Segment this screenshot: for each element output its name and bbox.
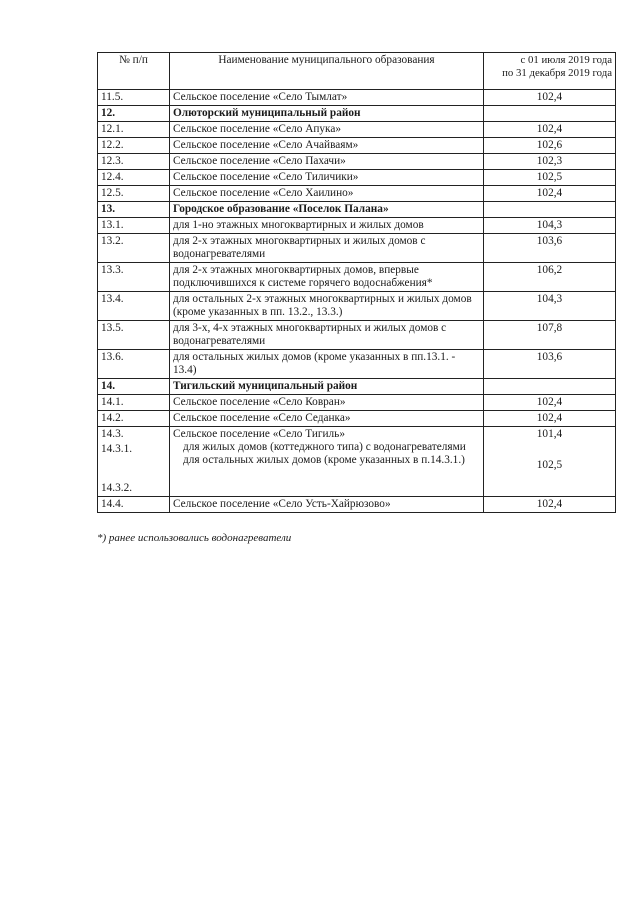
row-name: для остальных жилых домов (кроме указанных в пп.13.1. - 13.4) (170, 350, 484, 379)
row-name: Сельское поселение «Село Ачайваям» (170, 138, 484, 154)
row-name: Тигильский муниципальный район (170, 379, 484, 395)
row-value: 102,4 (484, 395, 616, 411)
table-row (98, 186, 616, 202)
row-value (484, 379, 616, 395)
col-header-value-line1: с 01 июля 2019 года (520, 54, 612, 66)
row-number: 13.4. (98, 292, 170, 321)
row-number: 14.3.1. (101, 443, 133, 455)
row-value: 104,3 (484, 218, 616, 234)
table-row (98, 395, 616, 411)
tariff-table (97, 52, 616, 513)
footnote: *) ранее использовались водонагреватели (97, 532, 292, 544)
table-row (98, 350, 616, 379)
table-row (98, 218, 616, 234)
col-header-number: № п/п (98, 53, 170, 90)
row-name: Сельское поселение «Село Усть-Хайрюзово» (170, 497, 484, 513)
row-name: Сельское поселение «Село Хаилино» (170, 186, 484, 202)
row-name: Олюторский муниципальный район (170, 106, 484, 122)
row-name: Сельское поселение «Село Пахачи» (170, 154, 484, 170)
row-number: 13.5. (98, 321, 170, 350)
row-number: 12. (98, 106, 170, 122)
row-value: 102,4 (484, 122, 616, 138)
table-row (98, 170, 616, 186)
row-number: 12.5. (98, 186, 170, 202)
row-number: 12.3. (98, 154, 170, 170)
row-value: 102,4 (484, 186, 616, 202)
row-name: Сельское поселение «Село Тиличики» (170, 170, 484, 186)
row-number: 12.4. (98, 170, 170, 186)
row-number-group (98, 427, 170, 497)
col-header-value-line2: по 31 декабря 2019 года (502, 67, 612, 79)
row-name: Сельское поселение «Село Тымлат» (170, 90, 484, 106)
row-number: 14.3.2. (101, 482, 133, 494)
table-row (98, 122, 616, 138)
row-number: 14.3. (101, 428, 124, 440)
table-row (98, 411, 616, 427)
table-row (98, 263, 616, 292)
row-number: 13.6. (98, 350, 170, 379)
row-name: Городское образование «Поселок Палана» (170, 202, 484, 218)
row-value: 102,5 (536, 459, 563, 471)
row-name-group (170, 427, 484, 497)
row-value: 102,3 (484, 154, 616, 170)
table-row-tigil (98, 427, 616, 497)
row-number: 13.3. (98, 263, 170, 292)
table-row (98, 90, 616, 106)
row-name: Сельское поселение «Село Седанка» (170, 411, 484, 427)
row-value: 104,3 (484, 292, 616, 321)
table-row (98, 138, 616, 154)
section-row (98, 202, 616, 218)
row-name: для жилых домов (коттеджного типа) с водонагревателями (183, 441, 466, 453)
row-value: 102,6 (484, 138, 616, 154)
row-value: 102,4 (484, 497, 616, 513)
table-row (98, 497, 616, 513)
col-header-name: Наименование муниципального образования (170, 53, 484, 90)
table-header-row (98, 53, 616, 90)
row-number: 13.1. (98, 218, 170, 234)
row-value: 103,6 (484, 350, 616, 379)
row-number: 14.1. (98, 395, 170, 411)
row-name: для 2-х этажных многоквартирных домов, впервые подключившихся к системе горячего водоснабжения* (170, 263, 484, 292)
row-name: Сельское поселение «Село Апука» (170, 122, 484, 138)
row-value: 106,2 (484, 263, 616, 292)
row-value (484, 202, 616, 218)
row-number: 14.4. (98, 497, 170, 513)
row-number: 12.1. (98, 122, 170, 138)
table-row (98, 234, 616, 263)
row-number: 13. (98, 202, 170, 218)
table-row (98, 292, 616, 321)
row-value: 102,4 (484, 90, 616, 106)
table-row (98, 321, 616, 350)
row-name: для остальных жилых домов (кроме указанных в п.14.3.1.) (183, 454, 465, 466)
row-number: 12.2. (98, 138, 170, 154)
row-name: для 2-х этажных многоквартирных и жилых домов с водонагревателями (170, 234, 484, 263)
row-number: 11.5. (98, 90, 170, 106)
section-row (98, 106, 616, 122)
section-row (98, 379, 616, 395)
row-name: для остальных 2-х этажных многоквартирных и жилых домов (кроме указанных в пп. 13.2., 13.3.) (170, 292, 484, 321)
row-value-group (484, 427, 616, 497)
row-value (484, 106, 616, 122)
table-row (98, 154, 616, 170)
row-name: для 1-но этажных многоквартирных и жилых домов (170, 218, 484, 234)
row-name: Сельское поселение «Село Ковран» (170, 395, 484, 411)
row-number: 13.2. (98, 234, 170, 263)
row-value: 101,4 (536, 428, 563, 440)
row-value: 102,4 (484, 411, 616, 427)
row-value: 102,5 (484, 170, 616, 186)
row-value: 103,6 (484, 234, 616, 263)
row-number: 14. (98, 379, 170, 395)
row-name: Сельское поселение «Село Тигиль» (173, 428, 345, 440)
row-value: 107,8 (484, 321, 616, 350)
col-header-value (484, 53, 616, 90)
row-number: 14.2. (98, 411, 170, 427)
row-name: для 3-х, 4-х этажных многоквартирных и жилых домов с водонагревателями (170, 321, 484, 350)
